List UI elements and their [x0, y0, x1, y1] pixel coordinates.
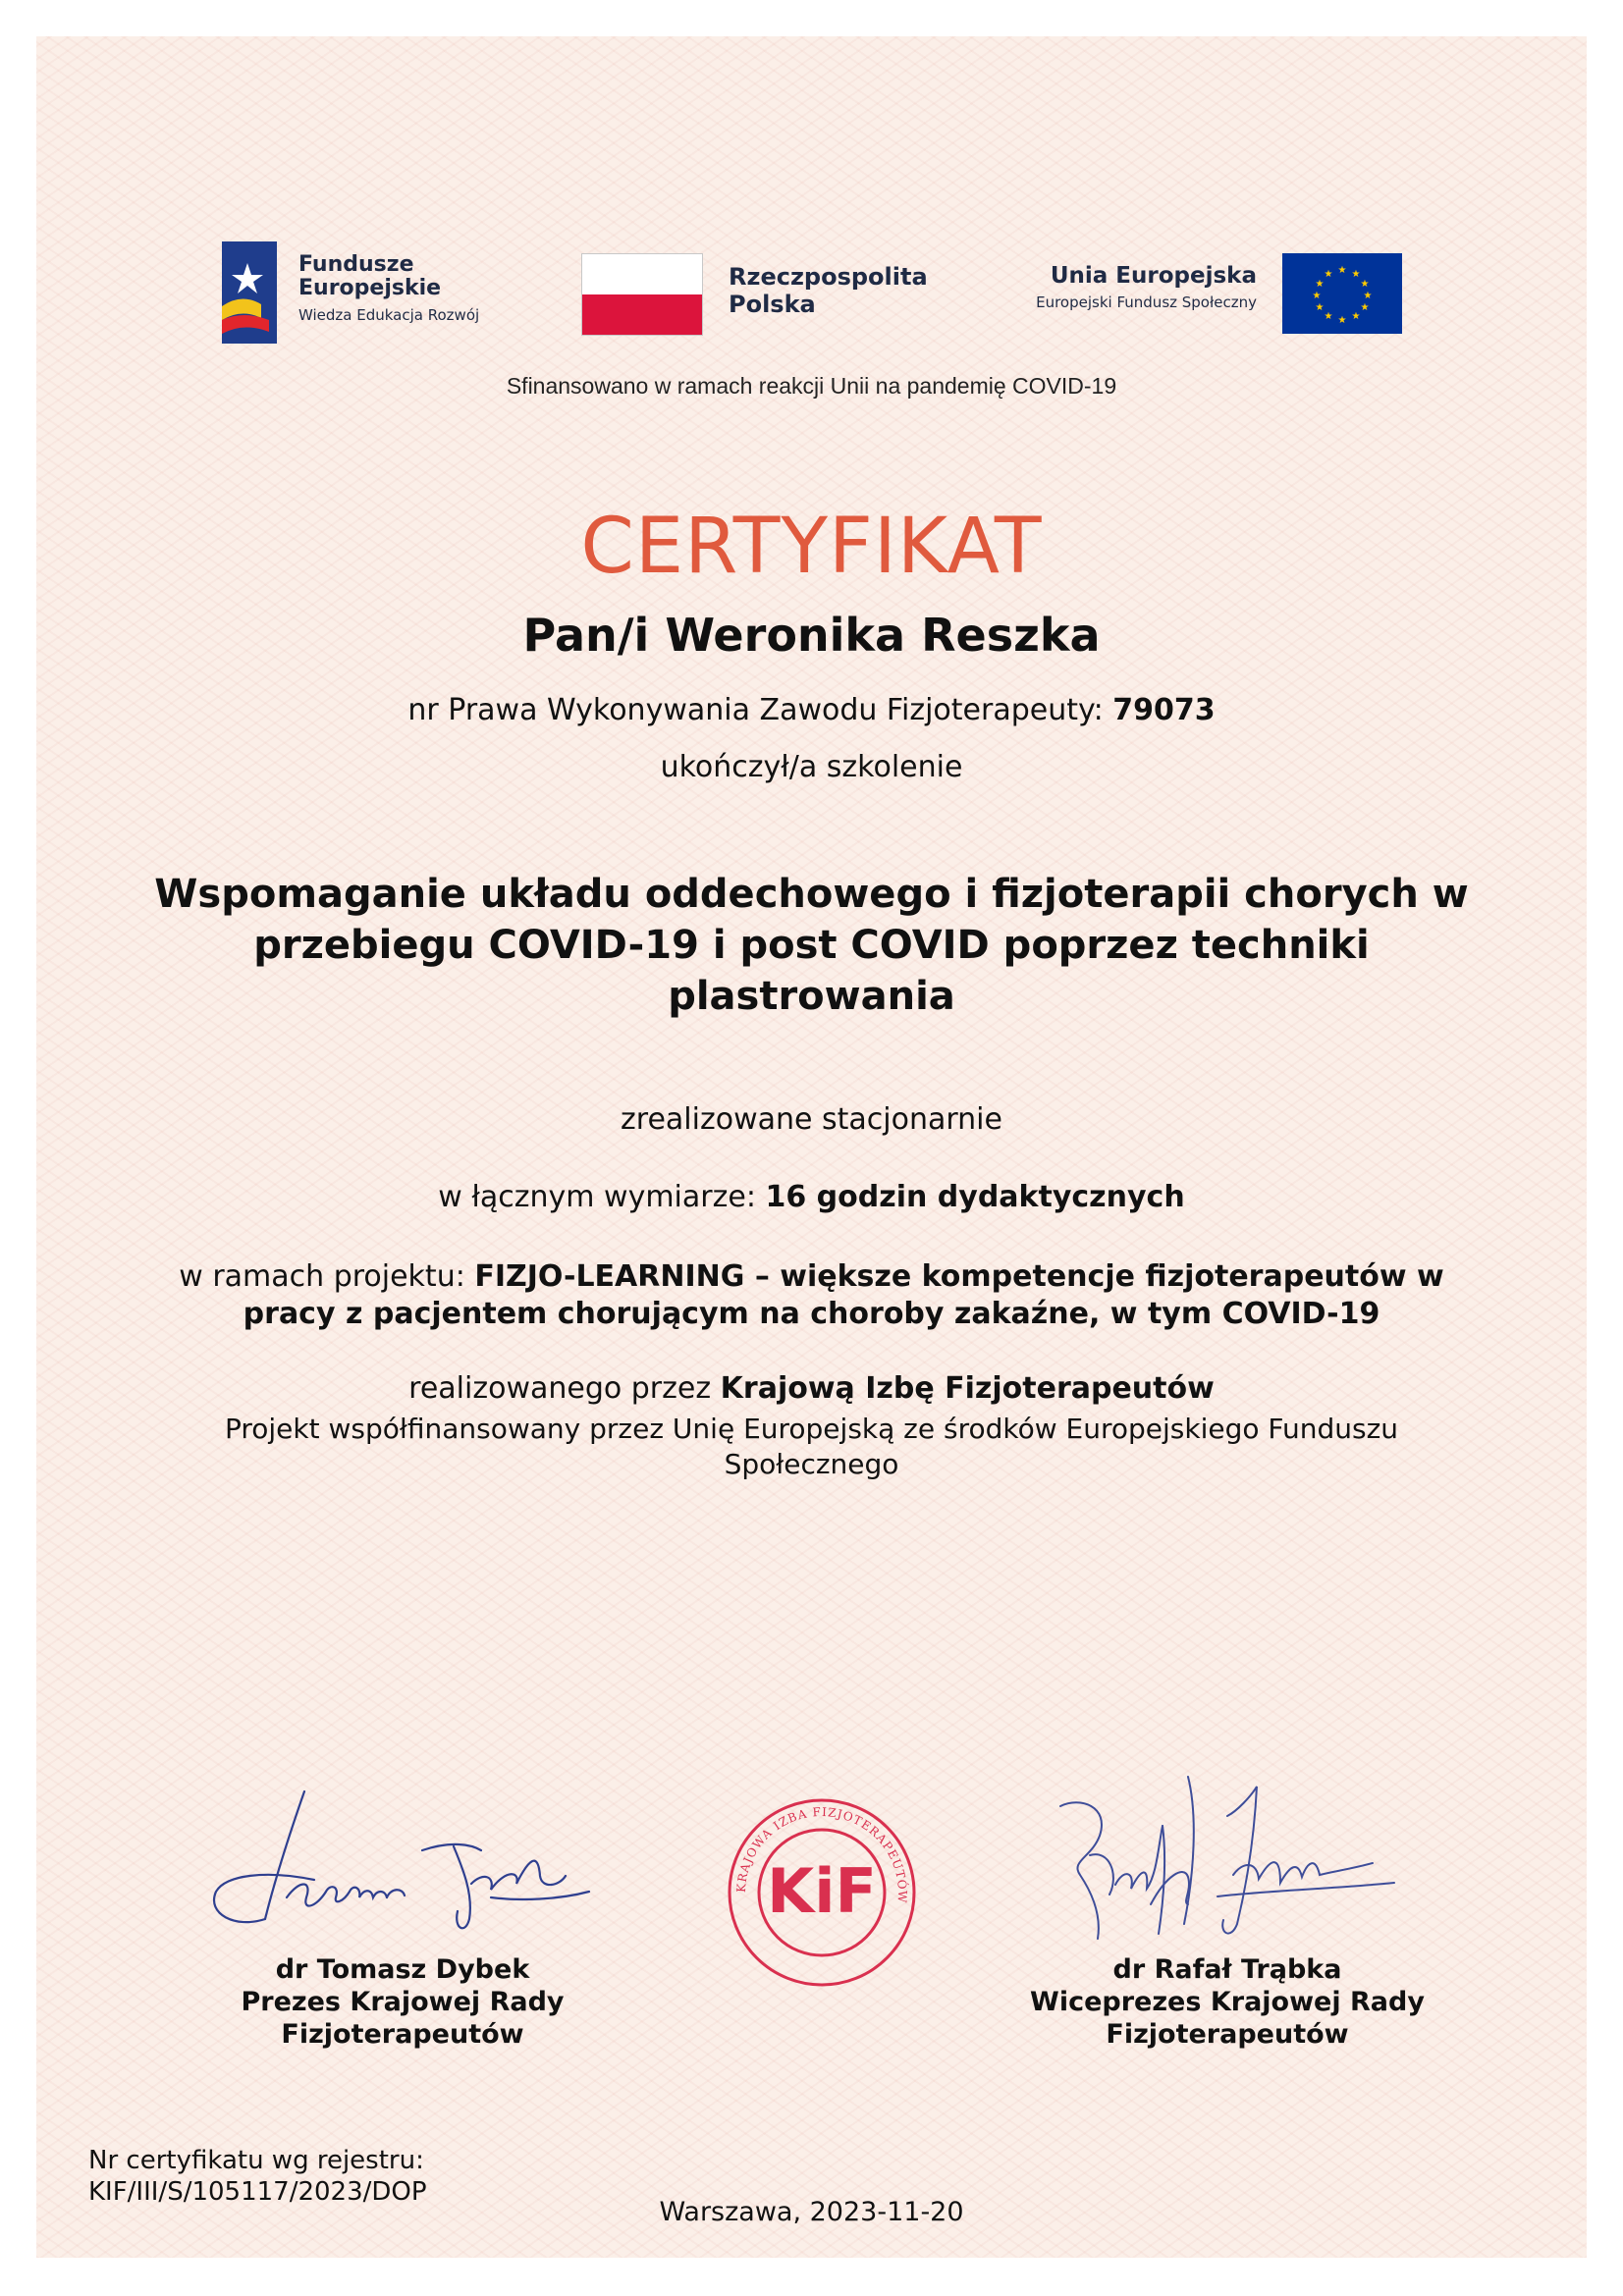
svg-text:★: ★: [1363, 291, 1373, 301]
signer-right: [1021, 1953, 1434, 2051]
project-label: w ramach projektu:: [179, 1259, 465, 1294]
svg-text:★: ★: [1312, 291, 1322, 301]
license-label: nr Prawa Wykonywania Zawodu Fizjoterapeuty:: [407, 693, 1104, 727]
svg-text:★: ★: [1337, 265, 1347, 276]
course-title-line: Wspomaganie układu oddechowego i fizjoterapii chorych w: [154, 872, 1469, 917]
seal-letters: KiF: [767, 1855, 877, 1927]
place-and-date: Warszawa, 2023-11-20: [659, 2197, 964, 2227]
signer-right-role: Fizjoterapeutów: [1106, 2019, 1349, 2050]
signer-right-name: dr Rafał Trąbka: [1112, 1954, 1342, 1985]
svg-text:★: ★: [1337, 315, 1347, 326]
funding-note: Sfinansowano w ramach reakcji Unii na pandemię COVID-19: [506, 373, 1117, 399]
project-block: [36, 1258, 1587, 1333]
eu-logo-line2: Europejski Fundusz Społeczny: [1036, 294, 1257, 311]
svg-text:★: ★: [1315, 279, 1325, 290]
rzeczpospolita-polska-logo: [579, 251, 952, 340]
polska-logo-line1: Rzeczpospolita: [729, 263, 928, 291]
seal-ring-text: KRAJOWA IZBA FIZJOTERAPEUTÓW: [733, 1804, 910, 1904]
project-name-line1: FIZJO-LEARNING – większe kompetencje fizjoterapeutów w: [474, 1259, 1444, 1294]
svg-text:★: ★: [1360, 279, 1370, 290]
license-number: 79073: [1112, 693, 1216, 727]
cofunding-line: Projekt współfinansowany przez Unię Europejską ze środków Europejskiego Funduszu: [224, 1413, 1399, 1445]
fundusze-europejskie-emblem-icon: [218, 236, 281, 348]
recipient-name: Pan/i Weronika Reszka: [522, 609, 1101, 662]
completed-text: ukończył/a szkolenie: [660, 750, 963, 784]
registry-number: KIF/III/S/105117/2023/DOP: [88, 2177, 427, 2207]
svg-text:★: ★: [1315, 302, 1325, 313]
license-number-line: [36, 693, 1587, 727]
eu-logo-line1: Unia Europejska: [1050, 263, 1257, 289]
training-hours-line: [36, 1180, 1587, 1214]
training-mode: zrealizowane stacjonarnie: [621, 1102, 1002, 1137]
svg-text:★: ★: [1324, 311, 1333, 322]
realized-by-line: [36, 1371, 1587, 1406]
svg-text:★: ★: [1324, 269, 1333, 280]
polish-flag-icon: [581, 253, 703, 336]
registry-label: Nr certyfikatu wg rejestru:: [88, 2146, 424, 2175]
project-name-line2: pracy z pacjentem chorującym na choroby zakaźne, w tym COVID-19: [243, 1297, 1380, 1331]
signer-right-role: Wiceprezes Krajowej Rady: [1030, 1987, 1425, 2017]
signer-left-role: Prezes Krajowej Rady: [241, 1987, 565, 2017]
eu-flag-icon: [1282, 253, 1402, 334]
course-title-line: przebiegu COVID-19 i post COVID poprzez techniki: [253, 923, 1370, 968]
fundusze-logo-line3: Wiedza Edukacja Rozwój: [298, 306, 480, 324]
polska-logo-line2: Polska: [729, 291, 816, 318]
certificate-title: CERTYFIKAT: [580, 503, 1043, 591]
fundusze-logo-line2: Europejskie: [298, 276, 442, 300]
kif-seal: [726, 1796, 918, 1989]
fundusze-logo-line1: Fundusze: [298, 252, 414, 277]
course-title-line: plastrowania: [668, 974, 955, 1019]
realized-label: realizowanego przez: [408, 1371, 712, 1406]
hours-value: 16 godzin dydaktycznych: [765, 1180, 1185, 1214]
signature-right: [1041, 1767, 1414, 1953]
signer-left-role: Fizjoterapeutów: [281, 2019, 524, 2050]
fundusze-europejskie-logo: [218, 236, 522, 348]
realized-org: Krajową Izbę Fizjoterapeutów: [720, 1371, 1215, 1406]
cofunding-line: Społecznego: [724, 1448, 899, 1480]
signature-left: [196, 1782, 609, 1939]
svg-text:★: ★: [1360, 302, 1370, 313]
svg-text:★: ★: [1351, 269, 1361, 280]
unia-europejska-logo: [992, 251, 1404, 340]
course-title: [36, 869, 1587, 1022]
signer-left: [206, 1953, 599, 2051]
svg-text:★: ★: [1351, 311, 1361, 322]
signer-left-name: dr Tomasz Dybek: [275, 1954, 530, 1985]
cofunding-note: [36, 1412, 1587, 1482]
hours-label: w łącznym wymiarze:: [438, 1180, 756, 1214]
